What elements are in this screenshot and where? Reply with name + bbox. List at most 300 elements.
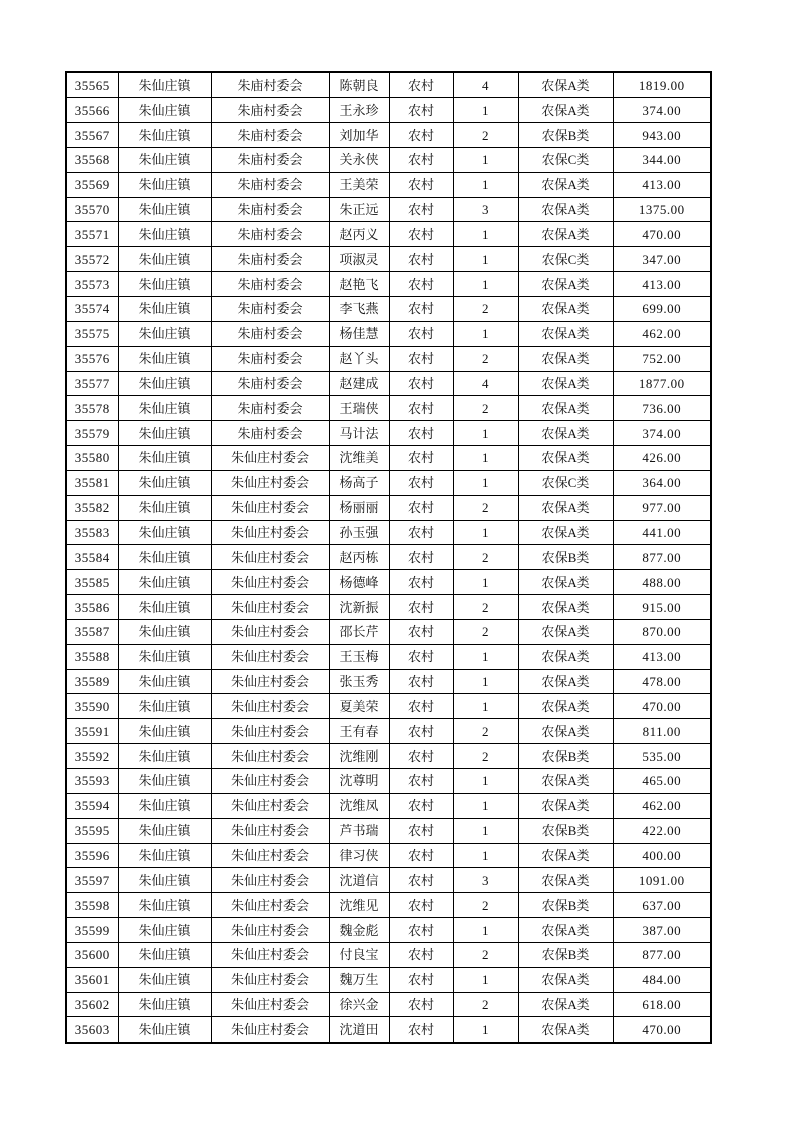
cell-person-name: 王永珍 [329, 98, 389, 123]
table-row [66, 669, 711, 694]
cell-town: 朱仙庄镇 [118, 321, 211, 346]
cell-insurance-category: 农保A类 [518, 992, 613, 1017]
cell-amount: 400.00 [613, 843, 711, 868]
cell-amount: 347.00 [613, 247, 711, 272]
cell-amount: 618.00 [613, 992, 711, 1017]
cell-village-committee: 朱仙庄村委会 [211, 595, 329, 620]
cell-village-committee: 朱庙村委会 [211, 296, 329, 321]
cell-village-committee: 朱庙村委会 [211, 396, 329, 421]
cell-person-name: 马计法 [329, 421, 389, 446]
cell-person-count: 1 [453, 669, 518, 694]
cell-serial-number: 35590 [66, 694, 118, 719]
cell-village-committee: 朱庙村委会 [211, 123, 329, 148]
cell-amount: 736.00 [613, 396, 711, 421]
cell-person-count: 4 [453, 371, 518, 396]
cell-village-committee: 朱仙庄村委会 [211, 495, 329, 520]
cell-person-name: 律习侠 [329, 843, 389, 868]
cell-village-committee: 朱仙庄村委会 [211, 942, 329, 967]
cell-amount: 699.00 [613, 296, 711, 321]
cell-amount: 364.00 [613, 470, 711, 495]
cell-town: 朱仙庄镇 [118, 719, 211, 744]
cell-amount: 344.00 [613, 147, 711, 172]
cell-village-committee: 朱庙村委会 [211, 98, 329, 123]
cell-person-name: 王有春 [329, 719, 389, 744]
cell-serial-number: 35601 [66, 967, 118, 992]
table-row [66, 719, 711, 744]
cell-person-name: 项淑灵 [329, 247, 389, 272]
cell-town: 朱仙庄镇 [118, 396, 211, 421]
table-row [66, 446, 711, 471]
table-row [66, 72, 711, 98]
cell-village-committee: 朱仙庄村委会 [211, 570, 329, 595]
cell-person-count: 2 [453, 495, 518, 520]
cell-person-name: 魏万生 [329, 967, 389, 992]
cell-serial-number: 35576 [66, 346, 118, 371]
cell-insurance-category: 农保A类 [518, 694, 613, 719]
cell-town: 朱仙庄镇 [118, 98, 211, 123]
cell-residence-type: 农村 [389, 545, 453, 570]
cell-town: 朱仙庄镇 [118, 470, 211, 495]
cell-person-name: 沈道信 [329, 868, 389, 893]
cell-residence-type: 农村 [389, 321, 453, 346]
cell-amount: 374.00 [613, 98, 711, 123]
cell-village-committee: 朱仙庄村委会 [211, 818, 329, 843]
cell-town: 朱仙庄镇 [118, 147, 211, 172]
cell-town: 朱仙庄镇 [118, 495, 211, 520]
cell-amount: 1877.00 [613, 371, 711, 396]
cell-person-count: 1 [453, 421, 518, 446]
cell-person-count: 1 [453, 644, 518, 669]
cell-insurance-category: 农保C类 [518, 247, 613, 272]
cell-amount: 465.00 [613, 769, 711, 794]
cell-person-count: 2 [453, 396, 518, 421]
cell-person-name: 魏金彪 [329, 918, 389, 943]
cell-town: 朱仙庄镇 [118, 123, 211, 148]
insurance-records-table [65, 71, 712, 1044]
table-row [66, 371, 711, 396]
cell-serial-number: 35585 [66, 570, 118, 595]
table-row [66, 470, 711, 495]
table-row [66, 918, 711, 943]
cell-person-count: 1 [453, 769, 518, 794]
cell-person-count: 1 [453, 446, 518, 471]
cell-serial-number: 35592 [66, 744, 118, 769]
cell-town: 朱仙庄镇 [118, 893, 211, 918]
cell-village-committee: 朱仙庄村委会 [211, 893, 329, 918]
cell-town: 朱仙庄镇 [118, 222, 211, 247]
cell-person-name: 李飞燕 [329, 296, 389, 321]
cell-village-committee: 朱仙庄村委会 [211, 793, 329, 818]
cell-amount: 413.00 [613, 272, 711, 297]
cell-insurance-category: 农保A类 [518, 967, 613, 992]
cell-residence-type: 农村 [389, 147, 453, 172]
cell-town: 朱仙庄镇 [118, 570, 211, 595]
cell-amount: 877.00 [613, 942, 711, 967]
cell-town: 朱仙庄镇 [118, 1017, 211, 1043]
cell-insurance-category: 农保A类 [518, 346, 613, 371]
cell-town: 朱仙庄镇 [118, 992, 211, 1017]
cell-residence-type: 农村 [389, 992, 453, 1017]
cell-town: 朱仙庄镇 [118, 296, 211, 321]
cell-person-name: 赵建成 [329, 371, 389, 396]
table-row [66, 942, 711, 967]
cell-amount: 426.00 [613, 446, 711, 471]
cell-village-committee: 朱仙庄村委会 [211, 992, 329, 1017]
cell-person-name: 徐兴金 [329, 992, 389, 1017]
cell-person-count: 1 [453, 321, 518, 346]
cell-person-name: 赵艳飞 [329, 272, 389, 297]
cell-residence-type: 农村 [389, 72, 453, 98]
cell-person-name: 沈尊明 [329, 769, 389, 794]
cell-insurance-category: 农保A类 [518, 172, 613, 197]
cell-residence-type: 农村 [389, 769, 453, 794]
cell-serial-number: 35597 [66, 868, 118, 893]
table-row [66, 247, 711, 272]
cell-village-committee: 朱庙村委会 [211, 147, 329, 172]
cell-insurance-category: 农保A类 [518, 520, 613, 545]
table-row [66, 520, 711, 545]
cell-town: 朱仙庄镇 [118, 595, 211, 620]
cell-insurance-category: 农保A类 [518, 98, 613, 123]
cell-residence-type: 农村 [389, 197, 453, 222]
cell-person-name: 芦书瑞 [329, 818, 389, 843]
cell-residence-type: 农村 [389, 172, 453, 197]
cell-serial-number: 35573 [66, 272, 118, 297]
table-row [66, 296, 711, 321]
cell-person-count: 4 [453, 72, 518, 98]
cell-amount: 387.00 [613, 918, 711, 943]
cell-residence-type: 农村 [389, 296, 453, 321]
cell-person-count: 1 [453, 843, 518, 868]
cell-amount: 413.00 [613, 644, 711, 669]
cell-town: 朱仙庄镇 [118, 545, 211, 570]
cell-person-name: 赵丙义 [329, 222, 389, 247]
cell-insurance-category: 农保A类 [518, 222, 613, 247]
cell-village-committee: 朱仙庄村委会 [211, 1017, 329, 1043]
cell-residence-type: 农村 [389, 818, 453, 843]
cell-person-count: 2 [453, 744, 518, 769]
cell-serial-number: 35603 [66, 1017, 118, 1043]
cell-residence-type: 农村 [389, 595, 453, 620]
cell-person-count: 1 [453, 520, 518, 545]
cell-town: 朱仙庄镇 [118, 619, 211, 644]
cell-insurance-category: 农保A类 [518, 421, 613, 446]
cell-insurance-category: 农保C类 [518, 147, 613, 172]
cell-person-name: 张玉秀 [329, 669, 389, 694]
cell-person-name: 沈道田 [329, 1017, 389, 1043]
table-row [66, 396, 711, 421]
cell-amount: 535.00 [613, 744, 711, 769]
cell-residence-type: 农村 [389, 744, 453, 769]
cell-residence-type: 农村 [389, 470, 453, 495]
cell-insurance-category: 农保A类 [518, 197, 613, 222]
cell-person-count: 2 [453, 346, 518, 371]
table-row [66, 172, 711, 197]
cell-insurance-category: 农保A类 [518, 769, 613, 794]
cell-insurance-category: 农保A类 [518, 570, 613, 595]
cell-person-name: 王瑞侠 [329, 396, 389, 421]
cell-amount: 470.00 [613, 1017, 711, 1043]
cell-village-committee: 朱仙庄村委会 [211, 446, 329, 471]
cell-amount: 470.00 [613, 222, 711, 247]
cell-person-name: 陈朝良 [329, 72, 389, 98]
cell-insurance-category: 农保A类 [518, 396, 613, 421]
cell-residence-type: 农村 [389, 719, 453, 744]
cell-serial-number: 35568 [66, 147, 118, 172]
cell-village-committee: 朱庙村委会 [211, 272, 329, 297]
cell-residence-type: 农村 [389, 446, 453, 471]
cell-village-committee: 朱庙村委会 [211, 197, 329, 222]
cell-serial-number: 35600 [66, 942, 118, 967]
cell-residence-type: 农村 [389, 247, 453, 272]
table-row [66, 619, 711, 644]
cell-residence-type: 农村 [389, 868, 453, 893]
cell-amount: 488.00 [613, 570, 711, 595]
cell-insurance-category: 农保A类 [518, 619, 613, 644]
cell-serial-number: 35593 [66, 769, 118, 794]
cell-person-count: 1 [453, 570, 518, 595]
cell-person-count: 2 [453, 992, 518, 1017]
cell-insurance-category: 农保A类 [518, 446, 613, 471]
cell-town: 朱仙庄镇 [118, 421, 211, 446]
cell-town: 朱仙庄镇 [118, 520, 211, 545]
cell-village-committee: 朱庙村委会 [211, 321, 329, 346]
table-row [66, 272, 711, 297]
cell-town: 朱仙庄镇 [118, 197, 211, 222]
cell-person-name: 沈维见 [329, 893, 389, 918]
table-row [66, 992, 711, 1017]
cell-person-count: 1 [453, 1017, 518, 1043]
cell-person-count: 2 [453, 595, 518, 620]
cell-amount: 752.00 [613, 346, 711, 371]
cell-insurance-category: 农保A类 [518, 793, 613, 818]
cell-village-committee: 朱庙村委会 [211, 222, 329, 247]
cell-person-count: 2 [453, 545, 518, 570]
cell-serial-number: 35571 [66, 222, 118, 247]
cell-village-committee: 朱庙村委会 [211, 172, 329, 197]
cell-person-count: 1 [453, 470, 518, 495]
cell-serial-number: 35588 [66, 644, 118, 669]
table-row [66, 197, 711, 222]
table-row [66, 421, 711, 446]
cell-amount: 870.00 [613, 619, 711, 644]
cell-person-name: 沈维凤 [329, 793, 389, 818]
cell-serial-number: 35602 [66, 992, 118, 1017]
cell-person-count: 3 [453, 868, 518, 893]
cell-serial-number: 35598 [66, 893, 118, 918]
cell-town: 朱仙庄镇 [118, 967, 211, 992]
cell-amount: 374.00 [613, 421, 711, 446]
table-row [66, 123, 711, 148]
cell-town: 朱仙庄镇 [118, 694, 211, 719]
cell-residence-type: 农村 [389, 843, 453, 868]
cell-person-count: 2 [453, 719, 518, 744]
cell-person-count: 1 [453, 818, 518, 843]
cell-person-count: 1 [453, 98, 518, 123]
cell-person-count: 3 [453, 197, 518, 222]
cell-amount: 462.00 [613, 793, 711, 818]
cell-residence-type: 农村 [389, 793, 453, 818]
cell-person-name: 朱正远 [329, 197, 389, 222]
table-body [66, 72, 711, 1043]
cell-insurance-category: 农保B类 [518, 942, 613, 967]
cell-village-committee: 朱仙庄村委会 [211, 545, 329, 570]
cell-insurance-category: 农保B类 [518, 893, 613, 918]
cell-serial-number: 35584 [66, 545, 118, 570]
cell-person-name: 赵丙栋 [329, 545, 389, 570]
cell-residence-type: 农村 [389, 98, 453, 123]
table-row [66, 570, 711, 595]
table-row [66, 545, 711, 570]
cell-village-committee: 朱仙庄村委会 [211, 669, 329, 694]
cell-town: 朱仙庄镇 [118, 371, 211, 396]
cell-serial-number: 35591 [66, 719, 118, 744]
table-row [66, 843, 711, 868]
cell-person-name: 夏美荣 [329, 694, 389, 719]
cell-town: 朱仙庄镇 [118, 272, 211, 297]
cell-amount: 1819.00 [613, 72, 711, 98]
cell-insurance-category: 农保A类 [518, 868, 613, 893]
table-row [66, 818, 711, 843]
cell-town: 朱仙庄镇 [118, 868, 211, 893]
cell-residence-type: 农村 [389, 222, 453, 247]
cell-village-committee: 朱仙庄村委会 [211, 719, 329, 744]
cell-insurance-category: 农保A类 [518, 296, 613, 321]
cell-residence-type: 农村 [389, 967, 453, 992]
cell-insurance-category: 农保C类 [518, 470, 613, 495]
table-row [66, 644, 711, 669]
cell-village-committee: 朱仙庄村委会 [211, 868, 329, 893]
cell-town: 朱仙庄镇 [118, 769, 211, 794]
cell-amount: 484.00 [613, 967, 711, 992]
table-row [66, 868, 711, 893]
cell-residence-type: 农村 [389, 396, 453, 421]
cell-insurance-category: 农保A类 [518, 321, 613, 346]
cell-insurance-category: 农保A类 [518, 72, 613, 98]
cell-person-name: 杨佳慧 [329, 321, 389, 346]
cell-residence-type: 农村 [389, 694, 453, 719]
cell-town: 朱仙庄镇 [118, 918, 211, 943]
cell-person-name: 付良宝 [329, 942, 389, 967]
cell-amount: 637.00 [613, 893, 711, 918]
cell-village-committee: 朱仙庄村委会 [211, 694, 329, 719]
table-row [66, 793, 711, 818]
cell-town: 朱仙庄镇 [118, 346, 211, 371]
cell-town: 朱仙庄镇 [118, 818, 211, 843]
cell-person-name: 刘加华 [329, 123, 389, 148]
cell-serial-number: 35583 [66, 520, 118, 545]
cell-person-name: 赵丫头 [329, 346, 389, 371]
cell-village-committee: 朱仙庄村委会 [211, 843, 329, 868]
cell-insurance-category: 农保A类 [518, 272, 613, 297]
table-row [66, 495, 711, 520]
cell-town: 朱仙庄镇 [118, 793, 211, 818]
cell-residence-type: 农村 [389, 520, 453, 545]
cell-residence-type: 农村 [389, 272, 453, 297]
cell-residence-type: 农村 [389, 669, 453, 694]
cell-amount: 1091.00 [613, 868, 711, 893]
cell-serial-number: 35565 [66, 72, 118, 98]
cell-village-committee: 朱仙庄村委会 [211, 619, 329, 644]
cell-town: 朱仙庄镇 [118, 942, 211, 967]
table-row [66, 769, 711, 794]
cell-village-committee: 朱仙庄村委会 [211, 918, 329, 943]
cell-serial-number: 35569 [66, 172, 118, 197]
cell-amount: 943.00 [613, 123, 711, 148]
cell-serial-number: 35594 [66, 793, 118, 818]
cell-insurance-category: 农保A类 [518, 719, 613, 744]
cell-residence-type: 农村 [389, 619, 453, 644]
cell-serial-number: 35582 [66, 495, 118, 520]
cell-village-committee: 朱庙村委会 [211, 371, 329, 396]
cell-amount: 470.00 [613, 694, 711, 719]
cell-serial-number: 35595 [66, 818, 118, 843]
cell-amount: 478.00 [613, 669, 711, 694]
cell-person-count: 1 [453, 918, 518, 943]
cell-serial-number: 35578 [66, 396, 118, 421]
cell-residence-type: 农村 [389, 942, 453, 967]
cell-person-name: 沈维美 [329, 446, 389, 471]
cell-serial-number: 35570 [66, 197, 118, 222]
table-row [66, 222, 711, 247]
cell-person-count: 2 [453, 893, 518, 918]
cell-town: 朱仙庄镇 [118, 247, 211, 272]
cell-village-committee: 朱仙庄村委会 [211, 470, 329, 495]
cell-insurance-category: 农保A类 [518, 371, 613, 396]
cell-person-count: 1 [453, 793, 518, 818]
table-row [66, 1017, 711, 1043]
cell-residence-type: 农村 [389, 1017, 453, 1043]
cell-town: 朱仙庄镇 [118, 172, 211, 197]
cell-insurance-category: 农保B类 [518, 744, 613, 769]
cell-amount: 413.00 [613, 172, 711, 197]
table-row [66, 744, 711, 769]
cell-person-name: 沈维刚 [329, 744, 389, 769]
cell-serial-number: 35586 [66, 595, 118, 620]
cell-serial-number: 35579 [66, 421, 118, 446]
table-row [66, 967, 711, 992]
cell-insurance-category: 农保B类 [518, 123, 613, 148]
cell-amount: 422.00 [613, 818, 711, 843]
cell-person-count: 1 [453, 172, 518, 197]
table-row [66, 98, 711, 123]
cell-person-name: 孙玉强 [329, 520, 389, 545]
cell-amount: 915.00 [613, 595, 711, 620]
cell-insurance-category: 农保A类 [518, 644, 613, 669]
cell-town: 朱仙庄镇 [118, 446, 211, 471]
cell-town: 朱仙庄镇 [118, 72, 211, 98]
cell-serial-number: 35580 [66, 446, 118, 471]
cell-amount: 1375.00 [613, 197, 711, 222]
cell-person-count: 1 [453, 247, 518, 272]
table-row [66, 147, 711, 172]
table-row [66, 595, 711, 620]
cell-serial-number: 35575 [66, 321, 118, 346]
cell-residence-type: 农村 [389, 918, 453, 943]
cell-village-committee: 朱庙村委会 [211, 247, 329, 272]
cell-serial-number: 35577 [66, 371, 118, 396]
table-row [66, 346, 711, 371]
cell-serial-number: 35587 [66, 619, 118, 644]
cell-serial-number: 35572 [66, 247, 118, 272]
cell-person-count: 1 [453, 967, 518, 992]
cell-person-name: 王玉梅 [329, 644, 389, 669]
cell-village-committee: 朱仙庄村委会 [211, 644, 329, 669]
cell-residence-type: 农村 [389, 421, 453, 446]
cell-village-committee: 朱仙庄村委会 [211, 520, 329, 545]
cell-village-committee: 朱庙村委会 [211, 72, 329, 98]
cell-insurance-category: 农保A类 [518, 918, 613, 943]
